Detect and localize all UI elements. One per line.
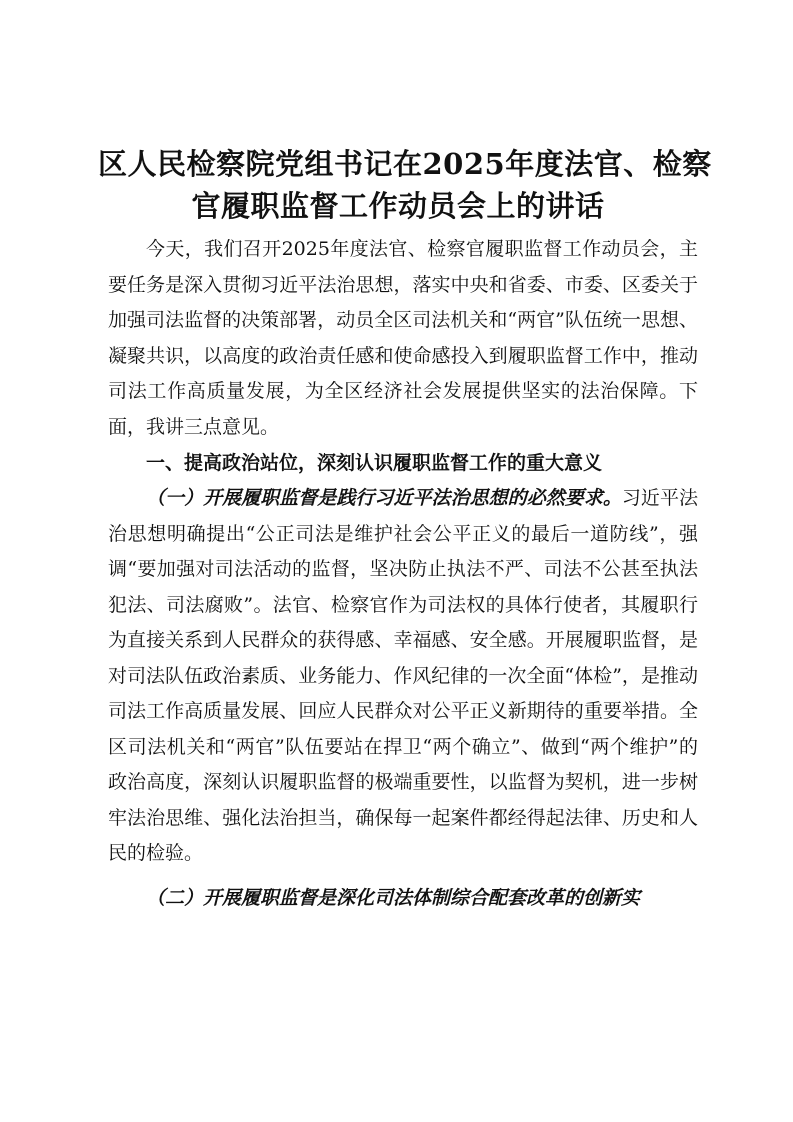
intro-paragraph: 今天，我们召开2025年度法官、检察官履职监督工作动员会，主要任务是深入贯彻习近平法治思想，落实中央和省委、市委、区委关于加强司法监督的决策部署，动员全区司法机关和“两官”队伍统一思想、凝聚共识，以高度的政治责任感和使命感投入到履职监督工作中，推动司法工作高质量发展，为全区经济社会发展提供坚实的法治保障。下面，我讲三点意见。 — [108, 238, 698, 438]
point-2-paragraph — [108, 881, 698, 917]
section-heading-1: 一、提高政治站位，深刻认识履职监督工作的重大意义 — [146, 452, 603, 474]
paragraph-gap — [108, 872, 698, 881]
document-title — [98, 143, 712, 227]
point-2-heading: （二）开展履职监督是深化司法体制综合配套改革的创新实 — [146, 886, 641, 909]
point-1-paragraph — [108, 481, 698, 872]
point-1-heading: （一）开展履职监督是践行习近平法治思想的必然要求。 — [146, 487, 622, 509]
point-1-body: 习近平法治思想明确提出“公正司法是维护社会公平正义的最后一道防线”，强调“要加强对司法活动的监督，坚决防止执法不严、司法不公甚至执法犯法、司法腐败”。法官、检察官作为司法权的具体行使者，其履职行为直接关系到人民群众的获得感、幸福感、安全感。开展履职监督，是对司法队伍政治素质、业务能力、作风纪律的一次全面“体检”，是推动司法工作高质量发展、回应人民群众对公平正义新期待的重要举措。全区司法机关和“两官”队伍要站在捍卫“两个确立”、做到“两个维护”的政治高度，深刻认识履职监督的极端重要性，以监督为契机，进一步树牢法治思维、强化法治担当，确保每一起案件都经得起法律、历史和人民的检验。 — [108, 487, 698, 864]
document-body — [108, 232, 698, 916]
title-line-2: 官履职监督工作动员会上的讲话 — [191, 189, 605, 223]
title-line-1: 区人民检察院党组书记在2025年度法官、检察 — [98, 147, 712, 181]
